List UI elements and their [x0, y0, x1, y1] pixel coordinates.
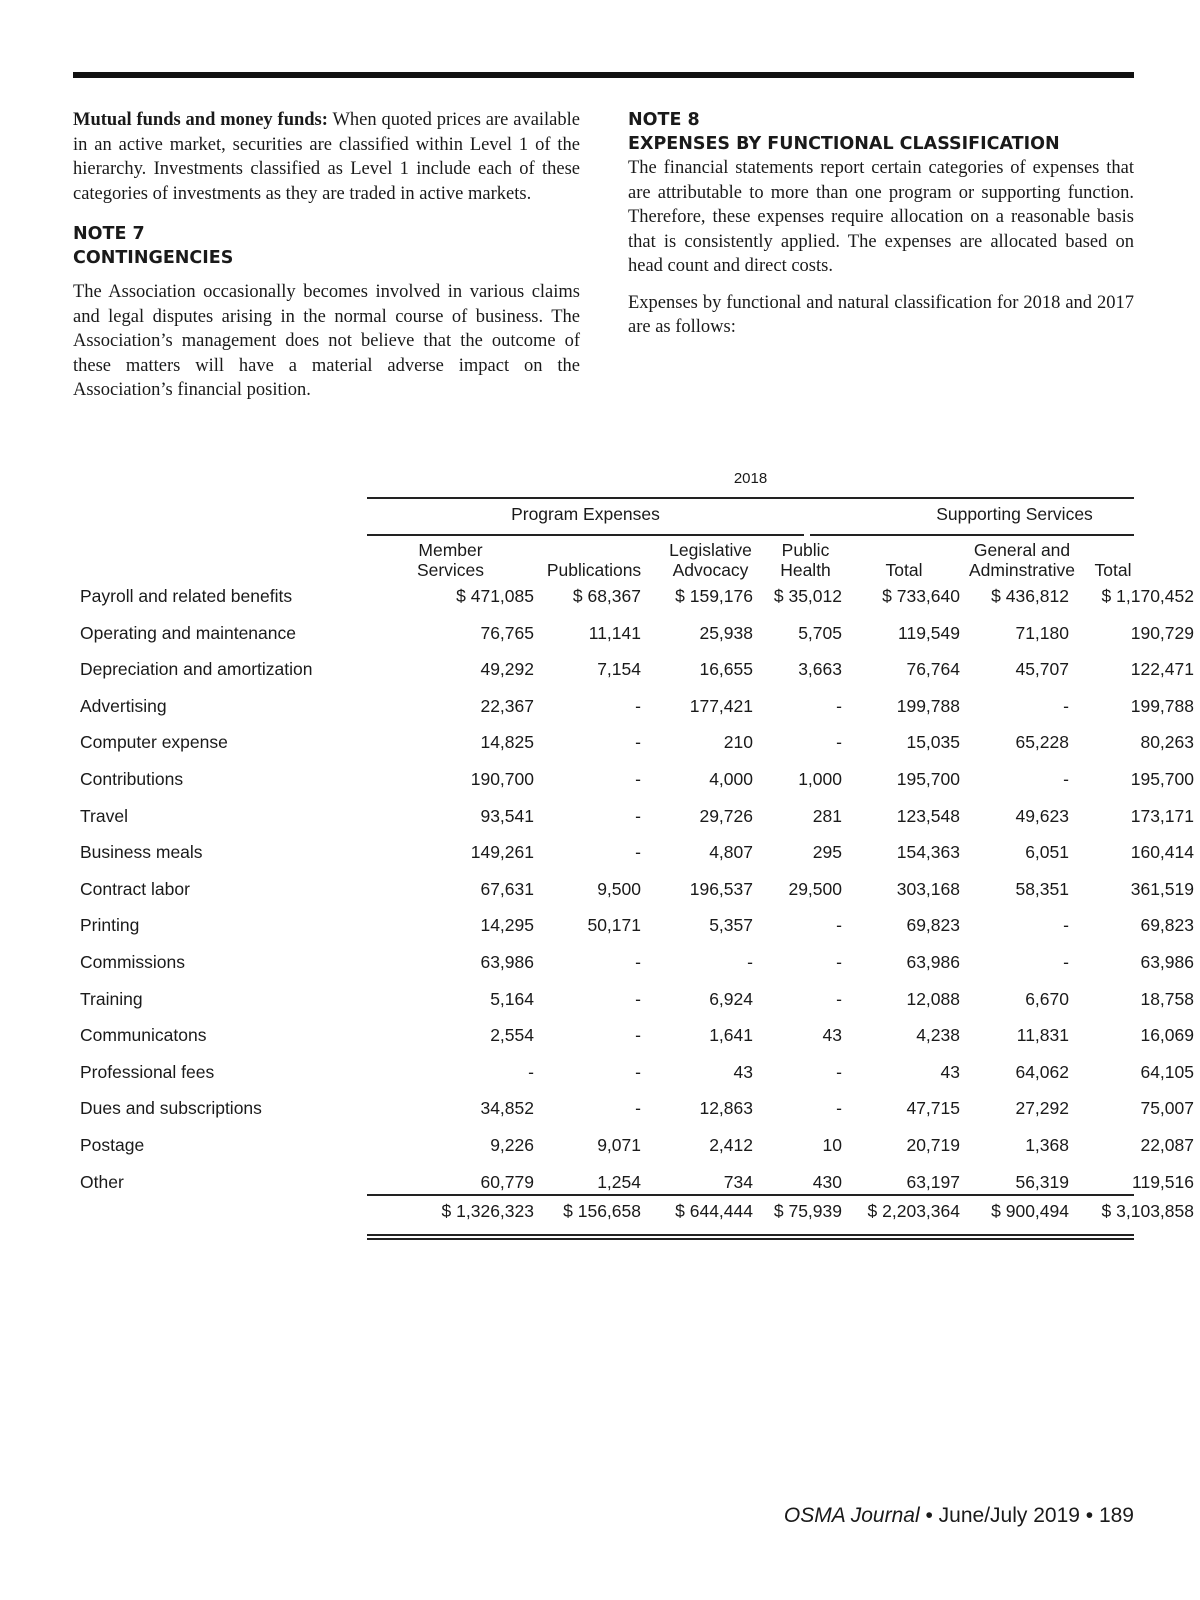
row-label: Postage: [80, 1134, 145, 1155]
table-row: [73, 1020, 1194, 1057]
double-rule-bottom: [367, 1238, 1134, 1240]
row-value: 3,663: [798, 659, 842, 680]
row-value: 734: [723, 1171, 753, 1192]
total-value: $ 156,658: [563, 1201, 641, 1221]
row-value: 93,541: [480, 805, 534, 826]
row-value: 12,863: [699, 1098, 753, 1119]
table-row: [73, 691, 1194, 728]
row-value: -: [836, 951, 842, 972]
row-value: 47,715: [906, 1098, 960, 1119]
row-value: 58,351: [1015, 878, 1069, 899]
row-value: 5,164: [490, 988, 534, 1009]
row-value: 1,000: [798, 768, 842, 789]
row-label: Operating and maintenance: [80, 622, 296, 643]
note8-paragraph-2: Expenses by functional and natural classification for 2018 and 2017 are as follows:: [628, 292, 1134, 337]
mutual-funds-text: When quoted prices are available in an active market, securities are classified within Level 1 of the hierarchy. Investments classified as Level 1 include each of these categories of investments as they are traded in active markets.: [73, 110, 580, 204]
row-value: 1,641: [709, 1025, 753, 1046]
row-value: -: [1063, 951, 1069, 972]
supporting-rule: [810, 534, 1134, 536]
row-value: 18,758: [1140, 988, 1194, 1009]
note7-title: CONTINGENCIES: [73, 248, 234, 268]
row-value: -: [747, 951, 753, 972]
row-value: 20,719: [906, 1134, 960, 1155]
row-value: 69,823: [906, 915, 960, 936]
row-value: 2,412: [709, 1134, 753, 1155]
row-value: $ 436,812: [991, 586, 1069, 606]
row-value: 5,705: [798, 622, 842, 643]
top-rule: [73, 72, 1134, 78]
table-row: [73, 618, 1194, 655]
row-value: 29,726: [699, 805, 753, 826]
row-value: 5,357: [709, 915, 753, 936]
row-value: 29,500: [788, 878, 842, 899]
row-value: -: [635, 732, 641, 753]
row-value: -: [1063, 768, 1069, 789]
row-value: 75,007: [1140, 1098, 1194, 1119]
group-supporting-services: Supporting Services: [936, 504, 1093, 524]
row-value: 1,368: [1025, 1134, 1069, 1155]
row-label: Dues and subscriptions: [80, 1098, 262, 1119]
row-value: 122,471: [1130, 659, 1194, 680]
row-value: $ 35,012: [773, 586, 842, 606]
row-value: -: [635, 695, 641, 716]
row-value: 149,261: [470, 842, 534, 863]
row-value: 65,228: [1015, 732, 1069, 753]
row-value: -: [836, 1061, 842, 1082]
total-value: $ 3,103,858: [1101, 1201, 1194, 1221]
row-value: 14,295: [480, 915, 534, 936]
row-value: -: [1063, 695, 1069, 716]
mutual-funds-paragraph: [73, 108, 580, 206]
row-value: $ 733,640: [882, 586, 960, 606]
row-value: 67,631: [480, 878, 534, 899]
row-value: 43: [733, 1061, 753, 1082]
row-value: 210: [723, 732, 753, 753]
row-value: -: [836, 1098, 842, 1119]
row-value: -: [635, 1061, 641, 1082]
row-value: 4,000: [709, 768, 753, 789]
row-value: 430: [812, 1171, 842, 1192]
note7-paragraph: The Association occasionally becomes involved in various claims and legal disputes arising in the normal course of business. The Association’s management does not believe that the outcome of these matters will have a material adverse impact on the Association’s financial position.: [73, 282, 580, 400]
row-value: 80,263: [1140, 732, 1194, 753]
row-label: Printing: [80, 915, 140, 936]
row-value: -: [528, 1061, 534, 1082]
row-value: 22,087: [1140, 1134, 1194, 1155]
row-label: Commissions: [80, 951, 186, 972]
row-value: -: [1063, 915, 1069, 936]
table-row: [73, 654, 1194, 691]
row-value: 60,779: [480, 1171, 534, 1192]
row-value: 43: [822, 1025, 842, 1046]
row-value: -: [635, 805, 641, 826]
table-row: [73, 984, 1194, 1021]
column-header-general-administrative: General and Adminstrative: [968, 540, 1075, 580]
row-value: 7,154: [597, 659, 641, 680]
row-value: 22,367: [480, 695, 534, 716]
row-value: 6,924: [709, 988, 753, 1009]
row-value: 4,238: [916, 1025, 960, 1046]
row-value: 69,823: [1140, 915, 1194, 936]
table-row: [73, 1130, 1194, 1167]
row-value: 15,035: [906, 732, 960, 753]
row-value: $ 68,367: [572, 586, 641, 606]
row-value: -: [836, 695, 842, 716]
row-value: -: [635, 842, 641, 863]
row-value: 16,655: [699, 659, 753, 680]
row-value: 64,105: [1140, 1061, 1194, 1082]
row-value: 199,788: [896, 695, 960, 716]
row-value: 195,700: [1130, 768, 1194, 789]
column-header-publications: Publications: [546, 560, 642, 580]
row-label: Depreciation and amortization: [80, 659, 313, 680]
table-row: [73, 874, 1194, 911]
row-label: Communicatons: [80, 1025, 207, 1046]
double-rule-top: [367, 1234, 1134, 1236]
row-value: 361,519: [1130, 878, 1194, 899]
table-row: [73, 801, 1194, 838]
row-label: Advertising: [80, 695, 167, 716]
row-value: 49,623: [1015, 805, 1069, 826]
total-value: $ 900,494: [991, 1201, 1069, 1221]
row-label: Training: [80, 988, 143, 1009]
table-row: [73, 910, 1194, 947]
year-rule: [367, 497, 1134, 499]
row-value: 154,363: [896, 842, 960, 863]
row-value: 177,421: [689, 695, 753, 716]
row-value: 34,852: [480, 1098, 534, 1119]
row-value: -: [635, 988, 641, 1009]
row-label: Payroll and related benefits: [80, 586, 293, 606]
row-value: 64,062: [1015, 1061, 1069, 1082]
total-value: $ 2,203,364: [867, 1201, 960, 1221]
note7-number: NOTE 7: [73, 224, 145, 244]
row-value: 173,171: [1130, 805, 1194, 826]
row-value: 56,319: [1015, 1171, 1069, 1192]
row-value: 45,707: [1015, 659, 1069, 680]
row-label: Contributions: [80, 768, 184, 789]
row-value: 195,700: [896, 768, 960, 789]
row-value: -: [635, 1025, 641, 1046]
row-value: 63,986: [480, 951, 534, 972]
table-row: [73, 947, 1194, 984]
row-value: 49,292: [480, 659, 534, 680]
row-value: $ 1,170,452: [1101, 586, 1194, 606]
row-label: Other: [80, 1171, 124, 1192]
journal-name: OSMA Journal: [783, 1504, 920, 1527]
table-total-row: [73, 1196, 1194, 1230]
row-value: 281: [812, 805, 842, 826]
row-value: $ 159,176: [675, 586, 753, 606]
row-label: Contract labor: [80, 878, 190, 899]
row-value: 196,537: [689, 878, 753, 899]
column-header-public-health: Public Health: [780, 540, 831, 580]
group-program-expenses: Program Expenses: [511, 504, 660, 524]
note8-title: EXPENSES BY FUNCTIONAL CLASSIFICATION: [628, 134, 1060, 154]
row-label: Professional fees: [80, 1061, 215, 1082]
row-value: -: [836, 988, 842, 1009]
row-value: 9,500: [597, 878, 641, 899]
row-value: -: [635, 768, 641, 789]
row-value: 199,788: [1130, 695, 1194, 716]
row-value: 4,807: [709, 842, 753, 863]
table-row: [73, 1093, 1194, 1130]
row-value: -: [836, 732, 842, 753]
row-value: 27,292: [1015, 1098, 1069, 1119]
row-value: 123,548: [896, 805, 960, 826]
table-row: [73, 837, 1194, 874]
row-value: -: [836, 915, 842, 936]
table-row: [73, 764, 1194, 801]
row-value: -: [635, 951, 641, 972]
row-value: 63,197: [906, 1171, 960, 1192]
total-value: $ 644,444: [675, 1201, 753, 1221]
note8-paragraph-1: The financial statements report certain categories of expenses that are attributable to more than one program or supporting function. Therefore, these expenses require allocation on a reasonable basis that is consistently applied. The expenses are allocated based on head count and direct costs.: [628, 158, 1134, 276]
row-value: 295: [812, 842, 842, 863]
row-value: 71,180: [1015, 622, 1069, 643]
page-footer: [784, 1504, 1134, 1528]
row-label: Business meals: [80, 842, 203, 863]
column-header-legislative-advocacy: Legislative Advocacy: [669, 540, 752, 580]
row-value: 11,141: [588, 622, 641, 643]
row-value: 76,764: [906, 659, 960, 680]
column-header-program-total: Total: [885, 560, 923, 580]
mutual-funds-lead: Mutual funds and money funds:: [73, 110, 328, 130]
row-value: 11,831: [1016, 1025, 1069, 1046]
row-value: 190,729: [1130, 622, 1194, 643]
row-value: 25,938: [699, 622, 753, 643]
row-label: Travel: [80, 805, 128, 826]
right-column: [628, 108, 1134, 340]
row-value: 76,765: [480, 622, 534, 643]
table-row: [73, 727, 1194, 764]
left-column: [73, 108, 580, 403]
row-value: 50,171: [587, 915, 641, 936]
row-value: 43: [940, 1061, 960, 1082]
row-value: $ 471,085: [456, 586, 534, 606]
table-body: [73, 581, 1194, 1203]
row-value: 6,670: [1025, 988, 1069, 1009]
table-row: [73, 581, 1194, 618]
row-value: 160,414: [1130, 842, 1194, 863]
row-value: 119,516: [1132, 1171, 1194, 1192]
table-year: 2018: [733, 470, 768, 487]
row-value: 2,554: [490, 1025, 534, 1046]
program-rule: [367, 534, 804, 536]
row-value: -: [635, 1098, 641, 1119]
row-value: 303,168: [896, 878, 960, 899]
row-label: Computer expense: [80, 732, 228, 753]
note8-number: NOTE 8: [628, 110, 700, 130]
total-value: $ 75,939: [773, 1201, 842, 1221]
column-header-grand-total: Total: [1094, 560, 1132, 580]
row-value: 63,986: [1140, 951, 1194, 972]
row-value: 9,226: [490, 1134, 534, 1155]
row-value: 14,825: [480, 732, 534, 753]
row-value: 6,051: [1025, 842, 1069, 863]
row-value: 1,254: [597, 1171, 641, 1192]
row-value: 12,088: [906, 988, 960, 1009]
row-value: 10: [822, 1134, 842, 1155]
row-value: 16,069: [1140, 1025, 1194, 1046]
table-row: [73, 1057, 1194, 1094]
row-value: 119,549: [898, 622, 960, 643]
row-value: 63,986: [906, 951, 960, 972]
row-value: 9,071: [597, 1134, 641, 1155]
column-header-member-services: Member Services: [416, 540, 485, 580]
row-value: 190,700: [470, 768, 534, 789]
total-value: $ 1,326,323: [441, 1201, 534, 1221]
issue-and-page: • June/July 2019 • 189: [919, 1504, 1134, 1527]
